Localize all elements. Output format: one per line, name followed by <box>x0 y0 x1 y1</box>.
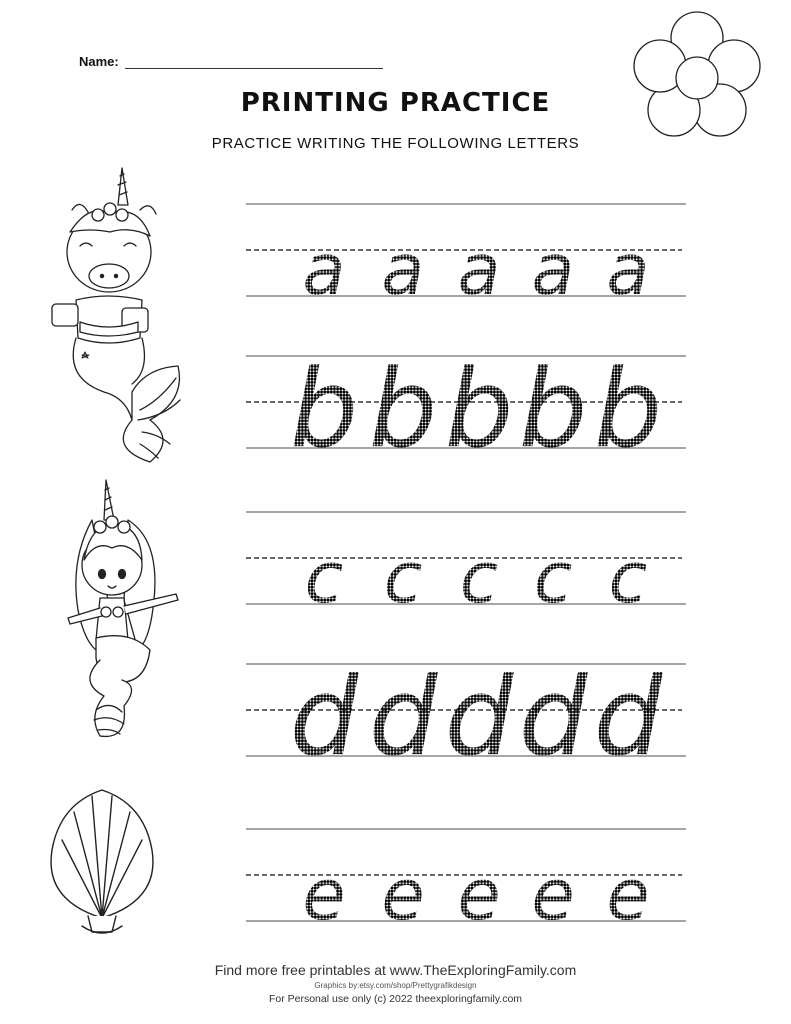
trace-letter-c: c <box>533 537 573 619</box>
footer-website: Find more free printables at www.TheExploringFamily.com <box>214 962 577 978</box>
footer-copyright: For Personal use only (c) 2022 theexploringfamily.com <box>268 993 523 1005</box>
practice-row-d <box>246 655 686 780</box>
practice-rows <box>246 204 686 936</box>
trace-letter-e: e <box>302 854 346 936</box>
trace-letter-e: e <box>606 854 650 936</box>
page-subtitle: PRACTICE WRITING THE FOLLOWING LETTERS <box>211 135 580 152</box>
trace-letter-a: a <box>302 229 346 311</box>
trace-letter-a: a <box>381 229 425 311</box>
trace-letter-d: d <box>518 655 588 780</box>
flower-icon <box>634 12 760 136</box>
page-title: PRINTING PRACTICE <box>240 88 551 118</box>
trace-letter-a: a <box>606 229 650 311</box>
trace-letter-c: c <box>304 537 344 619</box>
trace-letter-b: b <box>289 347 359 472</box>
trace-letter-d: d <box>368 655 438 780</box>
mermaid-girl-icon <box>68 480 178 736</box>
practice-row-e <box>246 829 686 936</box>
trace-letter-e: e <box>531 854 575 936</box>
trace-letter-d: d <box>289 655 359 780</box>
trace-letter-c: c <box>383 537 423 619</box>
trace-letter-b: b <box>518 347 588 472</box>
trace-letter-a: a <box>531 229 575 311</box>
unicorn-mermaid-icon <box>52 168 180 462</box>
practice-row-c <box>246 512 686 619</box>
trace-letter-c: c <box>459 537 499 619</box>
practice-row-a <box>246 204 686 311</box>
seashell-icon <box>51 790 153 933</box>
trace-letter-e: e <box>457 854 501 936</box>
trace-letter-b: b <box>444 347 514 472</box>
trace-letter-b: b <box>593 347 663 472</box>
trace-letter-c: c <box>608 537 648 619</box>
trace-letter-d: d <box>593 655 663 780</box>
name-label: Name: <box>79 54 119 69</box>
practice-row-b <box>246 347 686 472</box>
trace-letter-a: a <box>457 229 501 311</box>
footer-credits: Graphics by:etsy.com/shop/Prettygrafikdesign <box>314 981 477 990</box>
trace-letter-e: e <box>381 854 425 936</box>
trace-letter-b: b <box>368 347 438 472</box>
trace-letter-d: d <box>444 655 514 780</box>
